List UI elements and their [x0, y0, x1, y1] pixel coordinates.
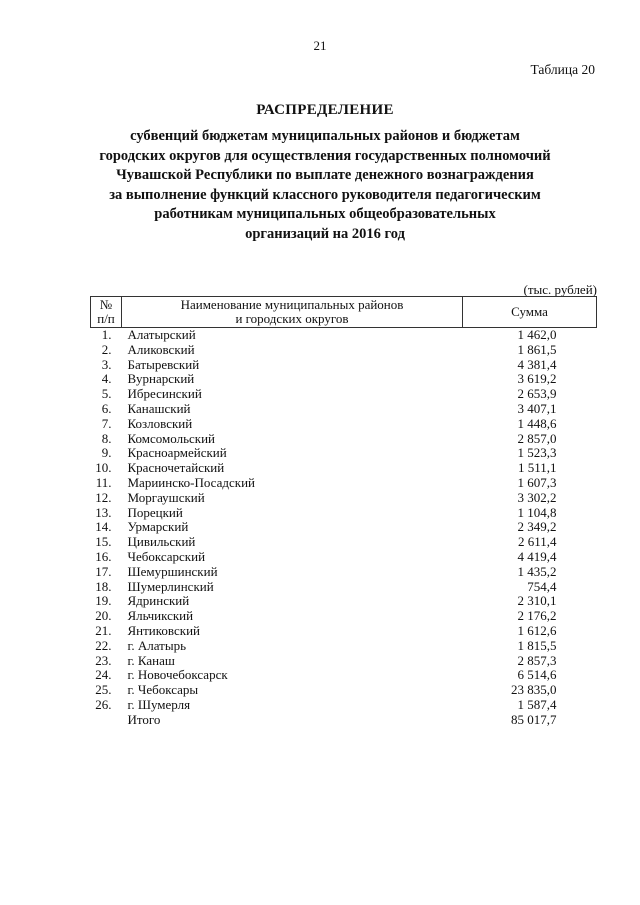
- header-name-line2: и городских округов: [235, 311, 349, 326]
- header-number: [91, 297, 122, 328]
- table-row: [91, 609, 597, 624]
- table-row: [91, 550, 597, 565]
- amount: 1 587,4: [517, 696, 557, 712]
- municipality-name: Вурнарский: [127, 371, 195, 387]
- municipality-name: Батыревский: [127, 356, 200, 372]
- title-line: за выполнение функций классного руководителя педагогическим: [109, 186, 541, 203]
- table-label: Таблица 20: [530, 62, 595, 77]
- amount: 2 857,3: [517, 652, 557, 668]
- municipality-name: Цивильский: [127, 534, 196, 550]
- table-row: [91, 535, 597, 550]
- row-number: 12.: [95, 489, 112, 505]
- row-number: 2.: [101, 341, 112, 357]
- amount: 3 407,1: [517, 400, 557, 416]
- row-number: 4.: [101, 371, 112, 387]
- amount: 1 448,6: [517, 415, 557, 431]
- table-row: [91, 639, 597, 654]
- amount: 1 607,3: [517, 474, 557, 490]
- amount: 2 653,9: [517, 386, 557, 402]
- amount: 1 462,0: [517, 327, 557, 342]
- table-row: [91, 698, 597, 713]
- header-name: [122, 297, 463, 328]
- amount: 1 511,1: [517, 460, 557, 476]
- amount: 1 523,3: [517, 445, 557, 461]
- municipality-name: г. Канаш: [127, 652, 175, 668]
- document-title: [60, 102, 590, 244]
- municipality-name: Канашский: [127, 400, 191, 416]
- amount: 2 611,4: [517, 534, 557, 550]
- row-number: 15.: [95, 534, 112, 550]
- amount: 1 815,5: [517, 637, 557, 653]
- municipality-name: Чебоксарский: [127, 548, 206, 564]
- municipality-name: Ядринский: [127, 593, 190, 609]
- row-number: 1.: [101, 327, 112, 342]
- table-header-row: [91, 297, 597, 328]
- row-number: 18.: [95, 578, 112, 594]
- table-row: [91, 358, 597, 373]
- row-number: 14.: [95, 519, 112, 535]
- table-row: [91, 624, 597, 639]
- row-number: 22.: [95, 637, 112, 653]
- table-row: [91, 446, 597, 461]
- row-number: 25.: [95, 682, 112, 698]
- municipality-name: г. Новочебоксарск: [127, 667, 228, 683]
- total-amount: 85 017,7: [511, 711, 557, 727]
- row-number: 8.: [101, 430, 112, 446]
- municipality-name: Шемуршинский: [127, 563, 218, 579]
- total-number-cell: [91, 713, 122, 728]
- title-line: субвенций бюджетам муниципальных районов и бюджетам: [130, 128, 520, 144]
- row-number: 24.: [95, 667, 112, 683]
- row-number: 20.: [95, 608, 112, 624]
- municipality-name: Ибресинский: [127, 386, 202, 402]
- header-number-line1: №: [99, 297, 113, 312]
- table-row: [91, 668, 597, 683]
- page-number: 21: [313, 38, 327, 53]
- row-number: 5.: [101, 386, 112, 402]
- table-row: [91, 461, 597, 476]
- municipality-name: Мариинско-Посадский: [127, 474, 255, 490]
- amount: 1 435,2: [517, 563, 557, 579]
- amount: 1 104,8: [517, 504, 557, 520]
- table-row: [91, 565, 597, 580]
- row-number: 6.: [101, 400, 112, 416]
- municipality-name: Моргаушский: [127, 489, 205, 505]
- amount: 2 176,2: [517, 608, 557, 624]
- amount: 2 857,0: [517, 430, 557, 446]
- municipality-name: Козловский: [127, 415, 193, 431]
- table-row: [91, 580, 597, 595]
- table-row: [91, 432, 597, 447]
- title-line: Чувашской Республики по выплате денежного вознаграждения: [116, 167, 534, 183]
- row-number: 21.: [95, 622, 112, 638]
- header-name-line1: Наименование муниципальных районов: [180, 297, 404, 312]
- row-number: 16.: [95, 548, 112, 564]
- row-number: 10.: [95, 460, 112, 476]
- title-lines: [60, 127, 590, 244]
- table-row: [91, 476, 597, 491]
- table-row: [91, 328, 597, 343]
- row-number: 11.: [95, 474, 112, 490]
- municipality-name: Алатырский: [127, 327, 196, 342]
- table-row: [91, 520, 597, 535]
- table-row: [91, 683, 597, 698]
- title-line: городских округов для осуществления государственных полномочий: [99, 147, 551, 164]
- title-line: организаций на 2016 год: [245, 225, 405, 242]
- row-number: 13.: [95, 504, 112, 520]
- row-number: 3.: [101, 356, 112, 372]
- total-label: Итого: [127, 711, 161, 727]
- table-row: [91, 402, 597, 417]
- table-row: [91, 372, 597, 387]
- table-row: [91, 387, 597, 402]
- table-row: [91, 491, 597, 506]
- municipality-name: Красноармейский: [127, 445, 227, 461]
- header-number-line2: п/п: [97, 311, 115, 326]
- municipality-name: Комсомольский: [127, 430, 215, 446]
- table-row: [91, 654, 597, 669]
- municipality-name: Порецкий: [127, 504, 183, 520]
- total-row: [91, 713, 597, 728]
- table-body: [91, 328, 597, 728]
- municipality-name: Красночетайский: [127, 460, 225, 476]
- amount: 1 861,5: [517, 341, 557, 357]
- row-number: 19.: [95, 593, 112, 609]
- row-number: 26.: [95, 696, 112, 712]
- amount: 1 612,6: [517, 622, 557, 638]
- amount: 2 310,1: [517, 593, 557, 609]
- municipality-name: г. Чебоксары: [127, 682, 199, 698]
- row-number: 23.: [95, 652, 112, 668]
- municipality-name: Аликовский: [127, 341, 195, 357]
- municipality-name: г. Шумерля: [127, 696, 191, 712]
- municipality-name: Шумерлинский: [127, 578, 214, 594]
- amount: 754,4: [527, 578, 557, 594]
- row-number: 9.: [101, 445, 112, 461]
- table-row: [91, 343, 597, 358]
- table-row: [91, 594, 597, 609]
- title-line: работникам муниципальных общеобразовательных: [154, 206, 496, 222]
- municipality-name: Янтиковский: [127, 622, 200, 638]
- municipality-name: Урмарский: [127, 519, 189, 535]
- amount: 4 381,4: [517, 356, 557, 372]
- units-label: (тыс. рублей): [523, 282, 597, 297]
- title-main: РАСПРЕДЕЛЕНИЕ: [256, 102, 394, 118]
- table-row: [91, 506, 597, 521]
- amount: 3 619,2: [517, 371, 557, 387]
- amount: 3 302,2: [517, 489, 557, 505]
- row-number: 7.: [101, 415, 112, 431]
- header-sum: Сумма: [463, 297, 597, 328]
- amount: 23 835,0: [511, 682, 557, 698]
- table-row: [91, 417, 597, 432]
- amount: 4 419,4: [517, 548, 557, 564]
- municipality-name: Яльчикский: [127, 608, 194, 624]
- row-number: 17.: [95, 563, 112, 579]
- allocation-table: [90, 296, 597, 728]
- municipality-name: г. Алатырь: [127, 637, 187, 653]
- amount: 2 349,2: [517, 519, 557, 535]
- amount: 6 514,6: [517, 667, 557, 683]
